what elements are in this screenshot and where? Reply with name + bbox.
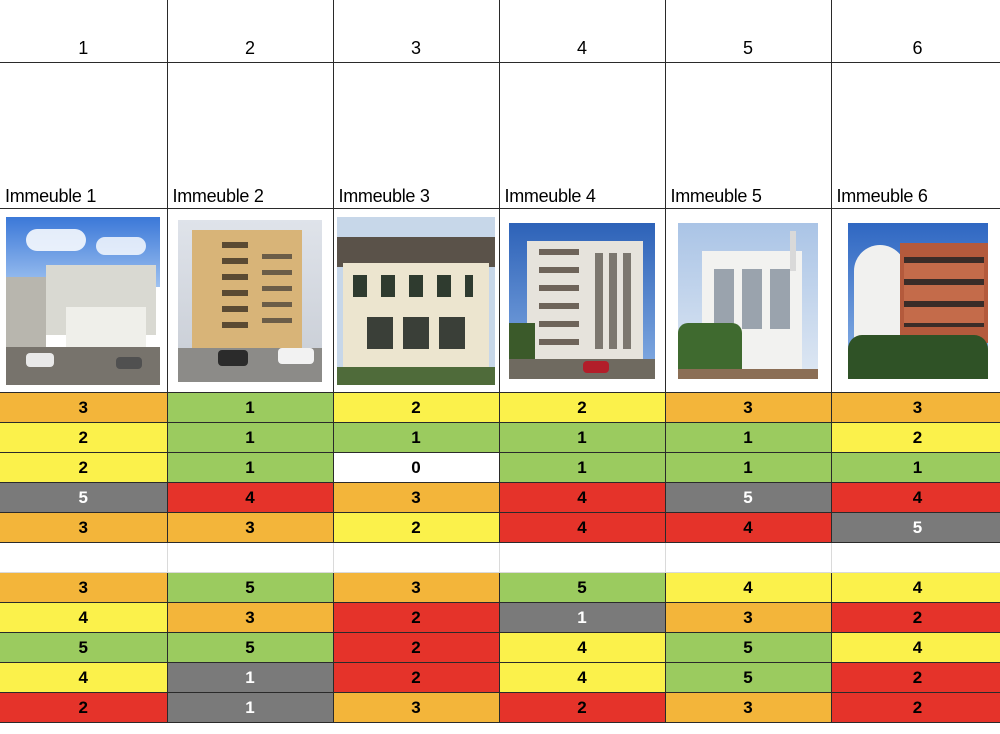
rating-cell[interactable]: 2 xyxy=(499,693,665,723)
building-name: Immeuble 6 xyxy=(836,186,928,206)
rating-cell[interactable]: 4 xyxy=(0,603,167,633)
building-name-cell[interactable] xyxy=(831,63,1000,209)
rating-cell[interactable]: 4 xyxy=(499,513,665,543)
rating-cell[interactable]: 5 xyxy=(665,483,831,513)
rating-cell[interactable]: 2 xyxy=(0,423,167,453)
rating-row xyxy=(0,453,1000,483)
rating-cell[interactable]: 1 xyxy=(167,693,333,723)
rating-cell[interactable]: 3 xyxy=(665,603,831,633)
rating-cell[interactable]: 2 xyxy=(499,393,665,423)
building-photo-cell[interactable] xyxy=(665,209,831,393)
rating-cell[interactable]: 4 xyxy=(831,573,1000,603)
rating-cell[interactable]: 3 xyxy=(167,513,333,543)
building-name-row xyxy=(0,63,1000,209)
rating-cell[interactable]: 5 xyxy=(499,573,665,603)
rating-cell[interactable]: 1 xyxy=(167,663,333,693)
rating-cell[interactable]: 3 xyxy=(831,393,1000,423)
rating-cell[interactable]: 5 xyxy=(831,513,1000,543)
building-name-cell[interactable] xyxy=(0,63,167,209)
rating-cell[interactable]: 5 xyxy=(665,633,831,663)
column-number-row xyxy=(0,0,1000,63)
rating-cell[interactable]: 5 xyxy=(0,483,167,513)
rating-row xyxy=(0,663,1000,693)
rating-cell[interactable]: 2 xyxy=(333,633,499,663)
building-photo-1[interactable] xyxy=(6,217,160,385)
column-number: 1 xyxy=(78,38,89,58)
rating-cell[interactable]: 1 xyxy=(665,423,831,453)
rating-cell[interactable]: 1 xyxy=(167,393,333,423)
rating-cell[interactable]: 1 xyxy=(665,453,831,483)
rating-cell[interactable]: 3 xyxy=(0,393,167,423)
rating-cell[interactable]: 5 xyxy=(167,633,333,663)
rating-cell[interactable]: 3 xyxy=(333,693,499,723)
empty-cell[interactable] xyxy=(0,543,167,573)
empty-cell[interactable] xyxy=(665,543,831,573)
rating-cell[interactable]: 1 xyxy=(499,603,665,633)
building-photo-cell[interactable] xyxy=(831,209,1000,393)
rating-row xyxy=(0,603,1000,633)
rating-row xyxy=(0,483,1000,513)
rating-cell[interactable]: 2 xyxy=(831,603,1000,633)
column-number-cell[interactable] xyxy=(499,0,665,63)
rating-row xyxy=(0,633,1000,663)
rating-cell[interactable]: 4 xyxy=(167,483,333,513)
column-number: 4 xyxy=(576,38,587,58)
rating-cell[interactable]: 3 xyxy=(167,603,333,633)
rating-cell[interactable]: 4 xyxy=(831,483,1000,513)
rating-cell[interactable]: 2 xyxy=(333,663,499,693)
building-photo-4[interactable] xyxy=(509,223,655,379)
building-photo-cell[interactable] xyxy=(499,209,665,393)
empty-cell[interactable] xyxy=(333,543,499,573)
rating-cell[interactable]: 1 xyxy=(333,423,499,453)
empty-cell[interactable] xyxy=(499,543,665,573)
empty-separator-row xyxy=(0,543,1000,573)
rating-cell[interactable]: 1 xyxy=(831,453,1000,483)
rating-cell[interactable]: 2 xyxy=(831,663,1000,693)
rating-row xyxy=(0,693,1000,723)
building-photo-cell[interactable] xyxy=(333,209,499,393)
building-name: Immeuble 4 xyxy=(504,186,596,206)
rating-cell[interactable]: 2 xyxy=(831,693,1000,723)
building-photo-row xyxy=(0,209,1000,393)
building-name-cell[interactable] xyxy=(665,63,831,209)
building-name-cell[interactable] xyxy=(333,63,499,209)
column-number-cell[interactable] xyxy=(831,0,1000,63)
rating-cell[interactable]: 3 xyxy=(333,483,499,513)
rating-cell[interactable]: 3 xyxy=(665,393,831,423)
building-name: Immeuble 5 xyxy=(670,186,762,206)
building-photo-6[interactable] xyxy=(848,223,988,379)
column-number: 5 xyxy=(742,38,753,58)
column-number-cell[interactable] xyxy=(0,0,167,63)
rating-row xyxy=(0,393,1000,423)
rating-row xyxy=(0,423,1000,453)
column-number-cell[interactable] xyxy=(665,0,831,63)
rating-cell[interactable]: 2 xyxy=(831,423,1000,453)
rating-row xyxy=(0,513,1000,543)
rating-cell[interactable]: 5 xyxy=(167,573,333,603)
rating-cell[interactable]: 4 xyxy=(499,663,665,693)
rating-row xyxy=(0,573,1000,603)
rating-cell[interactable]: 1 xyxy=(499,423,665,453)
rating-cell[interactable]: 3 xyxy=(333,573,499,603)
rating-cell[interactable]: 3 xyxy=(0,513,167,543)
rating-cell[interactable]: 1 xyxy=(167,453,333,483)
rating-cell[interactable]: 1 xyxy=(499,453,665,483)
column-number: 2 xyxy=(244,38,255,58)
rating-cell[interactable]: 4 xyxy=(0,663,167,693)
rating-cell[interactable]: 1 xyxy=(167,423,333,453)
building-name-cell[interactable] xyxy=(167,63,333,209)
rating-cell[interactable]: 2 xyxy=(333,393,499,423)
rating-cell[interactable]: 2 xyxy=(0,693,167,723)
empty-cell[interactable] xyxy=(831,543,1000,573)
column-number-cell[interactable] xyxy=(333,0,499,63)
rating-cell[interactable]: 3 xyxy=(665,693,831,723)
column-number: 3 xyxy=(410,38,421,58)
rating-cell[interactable]: 4 xyxy=(665,573,831,603)
rating-cell[interactable]: 5 xyxy=(665,663,831,693)
column-number: 6 xyxy=(912,38,923,58)
rating-cell[interactable]: 0 xyxy=(333,453,499,483)
rating-cell[interactable]: 2 xyxy=(0,453,167,483)
rating-cell[interactable]: 4 xyxy=(831,633,1000,663)
building-photo-2[interactable] xyxy=(178,220,322,382)
building-name-cell[interactable] xyxy=(499,63,665,209)
rating-cell[interactable]: 4 xyxy=(499,633,665,663)
rating-cell[interactable]: 3 xyxy=(0,573,167,603)
building-photo-5[interactable] xyxy=(678,223,818,379)
building-name: Immeuble 2 xyxy=(172,186,264,206)
building-name: Immeuble 3 xyxy=(338,186,430,206)
empty-cell[interactable] xyxy=(167,543,333,573)
rating-cell[interactable]: 5 xyxy=(0,633,167,663)
building-photo-cell[interactable] xyxy=(0,209,167,393)
column-number-cell[interactable] xyxy=(167,0,333,63)
rating-cell[interactable]: 4 xyxy=(499,483,665,513)
building-photo-3[interactable] xyxy=(337,217,495,385)
building-name: Immeuble 1 xyxy=(5,186,97,206)
rating-cell[interactable]: 2 xyxy=(333,513,499,543)
rating-cell[interactable]: 2 xyxy=(333,603,499,633)
rating-cell[interactable]: 4 xyxy=(665,513,831,543)
building-photo-cell[interactable] xyxy=(167,209,333,393)
